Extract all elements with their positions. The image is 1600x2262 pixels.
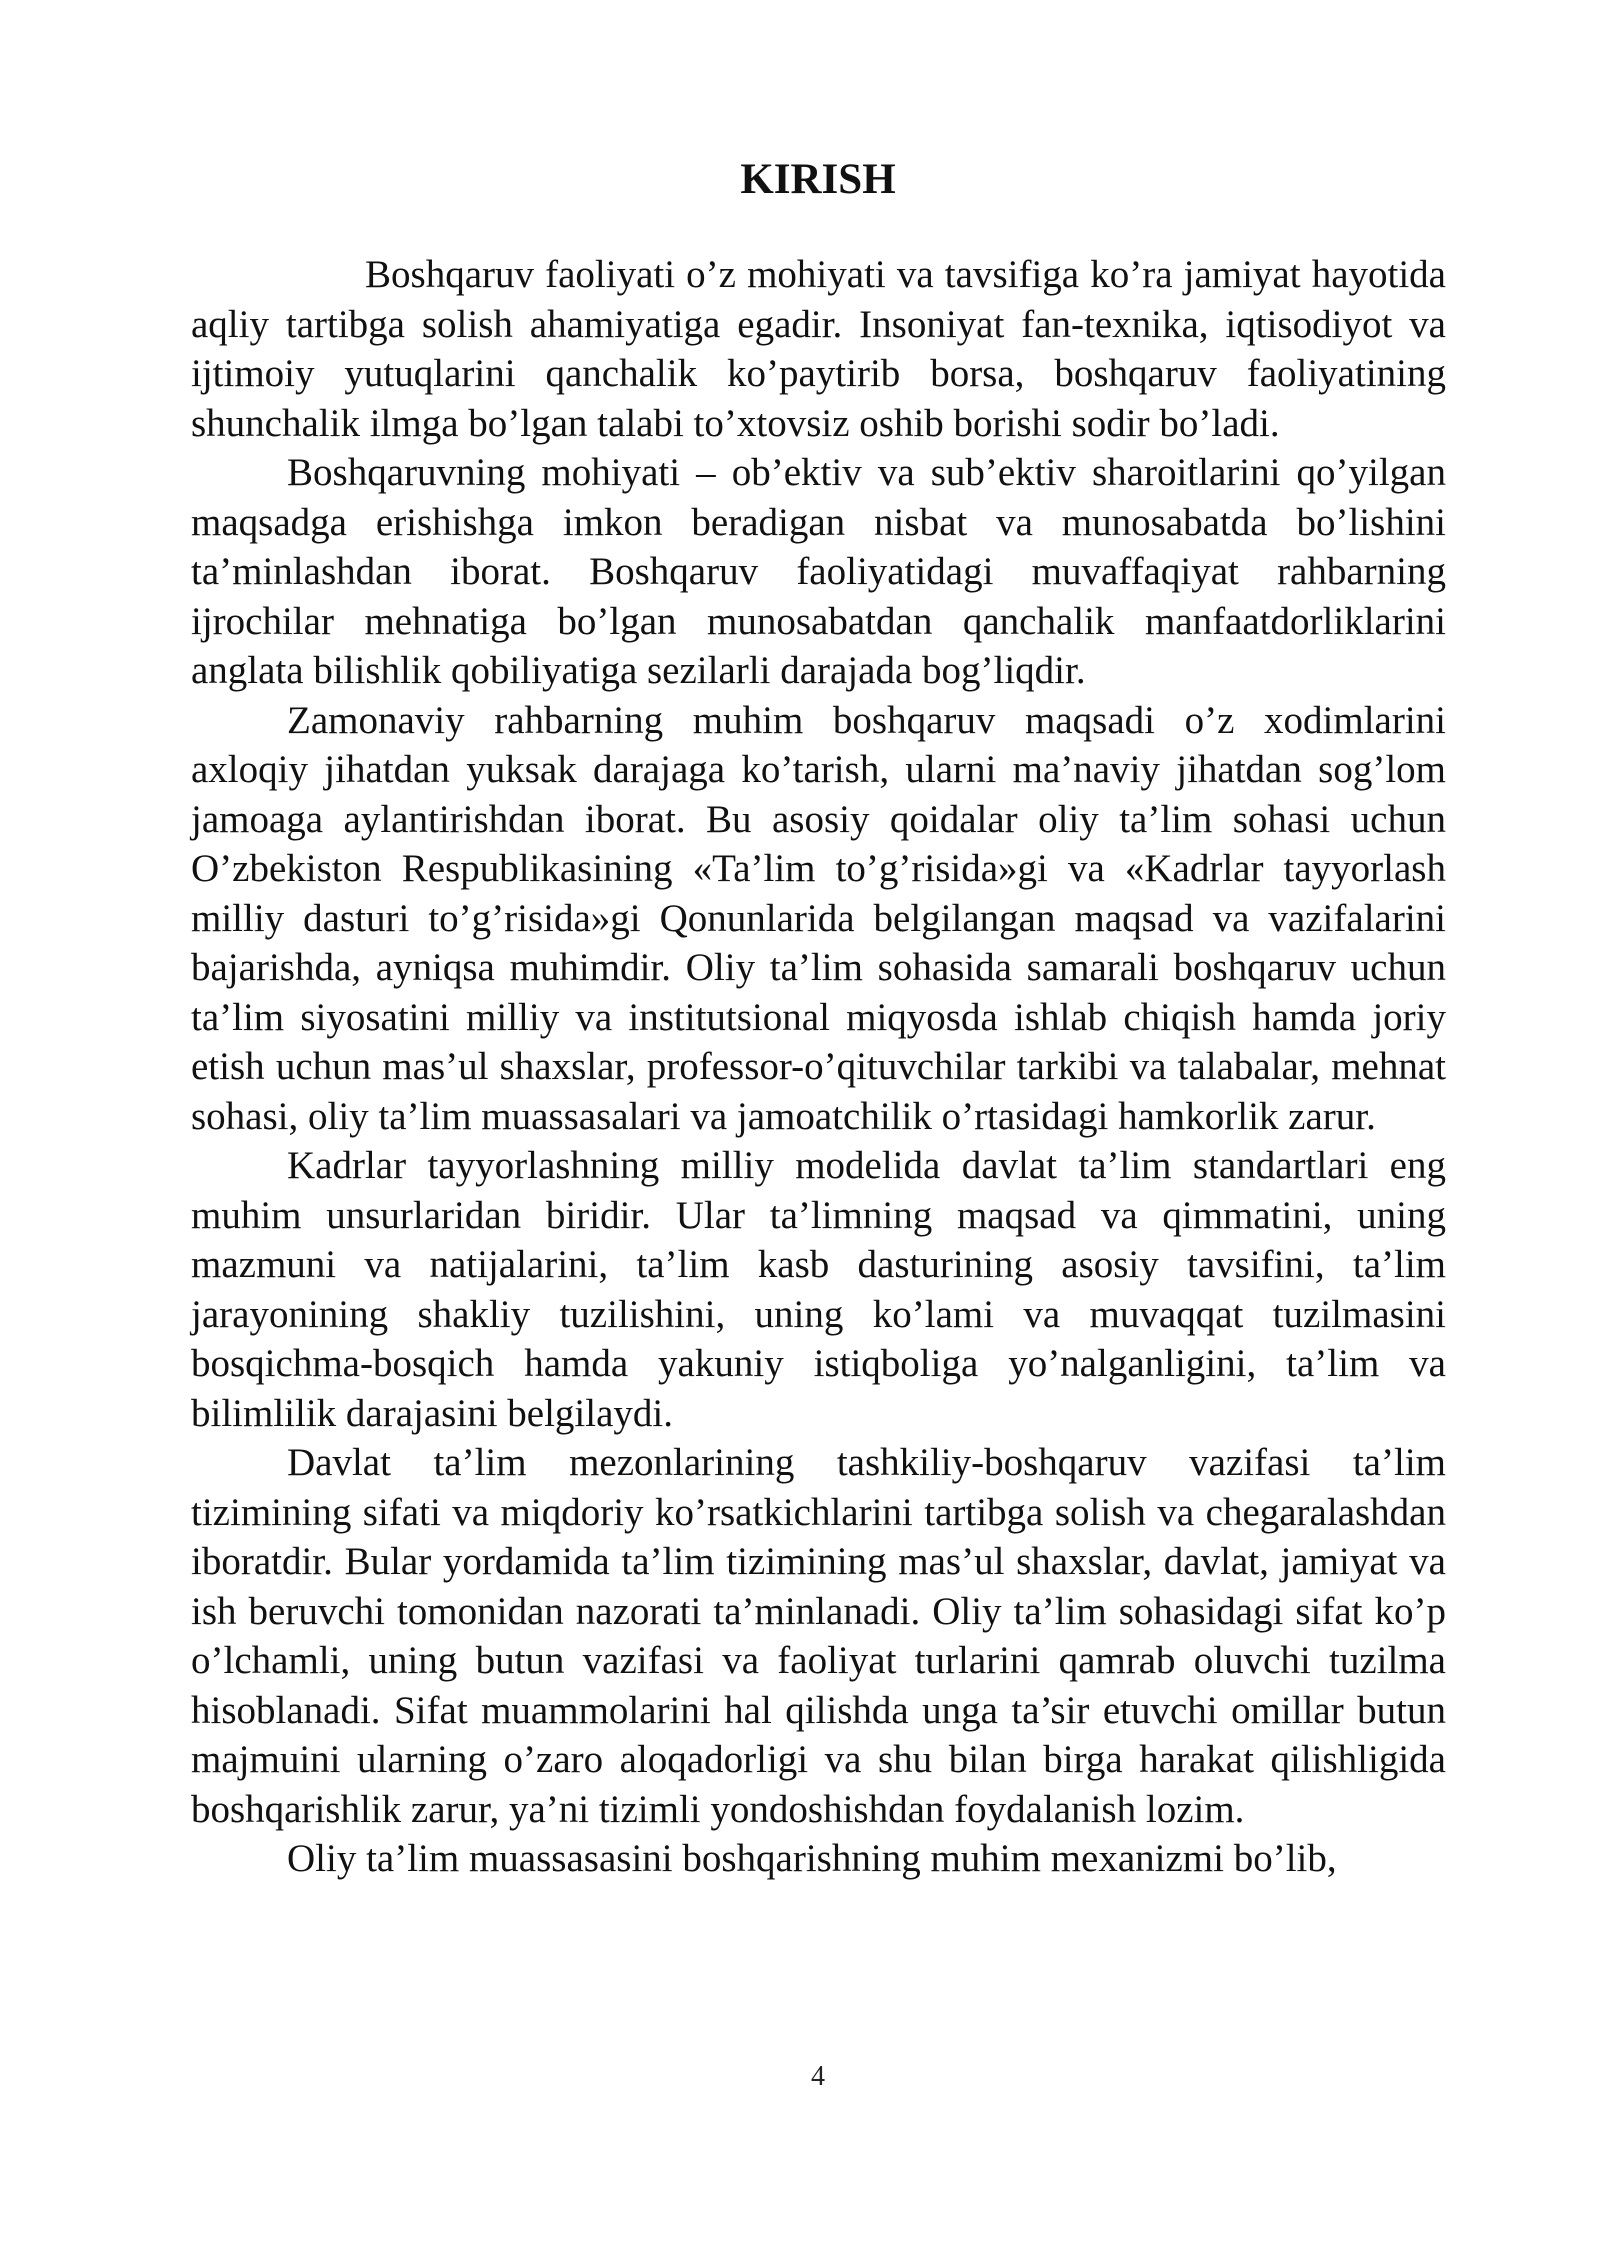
paragraph-1: Boshqaruv faoliyati o’z mohiyati va tavsifiga ko’ra jamiyat hayotida aqliy tartibga solish ahamiyatiga egadir. Insoniyat fan-texnika, iqtisodiyot va ijtimoiy yutuqlarini qanchalik ko’paytirib borsa, boshqaruv faoliyatining shunchalik ilmga bo’lgan talabi to’xtovsiz oshib borishi sodir bo’ladi.: [191, 253, 1446, 445]
paragraph-3: Zamonaviy rahbarning muhim boshqaruv maqsadi o’z xodimlarini axloqiy jihatdan yuksak darajaga ko’tarish, ularni ma’naviy jihatdan sog’lom jamoaga aylantirishdan iborat. Bu asosiy qoidalar oliy ta’lim sohasi uchun O’zbekiston Respublikasining «Ta’lim to’g’risida»gi va «Kadrlar tayyorlash milliy dasturi to’g’risida»gi Qonunlarida belgilangan maqsad va vazifalarini bajarishda, ayniqsa muhimdir. Oliy ta’lim sohasida samarali boshqaruv uchun ta’lim siyosatini milliy va institutsional miqyosda ishlab chiqish hamda joriy etish uchun mas’ul shaxslar, professor-o’qituvchilar tarkibi va talabalar, mehnat sohasi, oliy ta’lim muassasalari va jamoatchilik o’rtasidagi hamkorlik zarur.: [191, 698, 1446, 1138]
page-number: 4: [811, 2061, 825, 2092]
paragraph-2: Boshqaruvning mohiyati – ob’ektiv va sub’ektiv sharoitlarini qo’yilgan maqsadga erishishga imkon beradigan nisbat va munosabatda bo’lishini ta’minlashdan iborat. Boshqaruv faoliyatidagi muvaffaqiyat rahbarning ijrochilar mehnatiga bo’lgan munosabatdan qanchalik manfaatdorliklarini anglata bilishlik qobiliyatiga sezilarli darajada bog’liqdir.: [191, 451, 1446, 692]
body-text: [191, 250, 1446, 1884]
paragraph-6: Oliy ta’lim muassasasini boshqarishning muhim mexanizmi bo’lib,: [287, 1837, 1337, 1880]
paragraph-5: Davlat ta’lim mezonlarining tashkiliy-boshqaruv vazifasi ta’lim tizimining sifati va miqdoriy ko’rsatkichlarini tartibga solish va chegaralashdan iboratdir. Bular yordamida ta’lim tizimining mas’ul shaxslar, davlat, jamiyat va ish beruvchi tomonidan nazorati ta’minlanadi. Oliy ta’lim sohasidagi sifat ko’p o’lchamli, uning butun vazifasi va faoliyat turlarini qamrab oluvchi tuzilma hisoblanadi. Sifat muammolarini hal qilishda unga ta’sir etuvchi omillar butun majmuini ularning o’zaro aloqadorligi va shu bilan birga harakat qilishligida boshqarishlik zarur, ya’ni tizimli yondoshishdan foydalanish lozim.: [191, 1441, 1446, 1831]
paragraph-4: Kadrlar tayyorlashning milliy modelida davlat ta’lim standartlari eng muhim unsurlaridan biridir. Ular ta’limning maqsad va qimmatini, uning mazmuni va natijalarini, ta’lim kasb dasturining asosiy tavsifini, ta’lim jarayonining shakliy tuzilishini, uning ko’lami va muvaqqat tuzilmasini bosqichma-bosqich hamda yakuniy istiqboliga yo’nalganligini, ta’lim va bilimlilik darajasini belgilaydi.: [191, 1144, 1446, 1435]
section-title: KIRISH: [740, 156, 896, 203]
